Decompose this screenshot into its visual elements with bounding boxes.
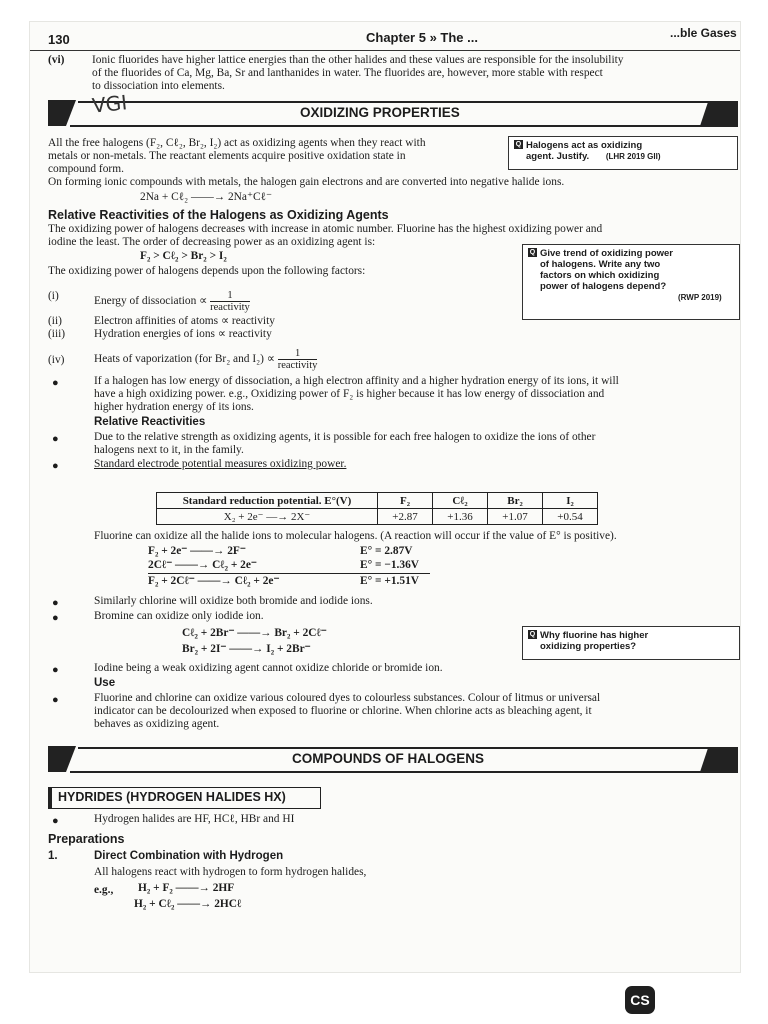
bullet-icon: ● — [52, 377, 59, 389]
paragraph-line: Hydrogen halides are HF, HCℓ, HBr and HI — [94, 813, 295, 825]
subheading: Use — [94, 677, 116, 689]
factor-text: Heats of vaporization (for Br₂ and I₂) ∝ $\frac{1}{\text{reactivity}}$ — [94, 348, 318, 371]
equation-sum-line — [148, 573, 430, 574]
paragraph-line: On forming ionic compounds with metals, the halogen gain electrons and are converted into negative halide ions. — [48, 176, 565, 188]
factor-text: Hydration energies of ions ∝ reactivity — [94, 328, 272, 340]
question-icon: Q — [529, 631, 536, 638]
factor-num: (iv) — [48, 354, 65, 366]
question-icon: Q — [529, 249, 536, 256]
paragraph-line: Fluorine and chlorine can oxidize various coloured dyes to colourless substances. Colour of litmus or universal — [94, 692, 601, 704]
table-header-cell: F₂ — [378, 493, 433, 509]
handwritten-note: VGI — [90, 90, 129, 118]
content-layer — [30, 22, 740, 972]
table-cell: X₂ + 2e⁻ —→ 2X⁻ — [157, 509, 378, 525]
paragraph-line: Due to the relative strength as oxidizing agents, it is possible for each free halogen to oxidize the ions of other — [94, 431, 596, 443]
reaction-equation: Br₂ + 2I⁻ ——→ I₂ + 2Br⁻ — [182, 643, 311, 655]
table-header-cell: I₂ — [543, 493, 598, 509]
chapter-title-tail: ...ble Gases — [670, 26, 737, 40]
table-header-cell: Br₂ — [488, 493, 543, 509]
factor-text: Electron affinities of atoms ∝ reactivity — [94, 315, 275, 327]
paragraph-line: Iodine being a weak oxidizing agent cannot oxidize chloride or bromide ion. — [94, 662, 443, 674]
factor-num: (i) — [48, 290, 59, 302]
paragraph-line: All halogens react with hydrogen to form hydrogen halides, — [94, 866, 367, 878]
paragraph-line: If a halogen has low energy of dissociation, a high electron affinity and a higher hydration energy of its ions, it will — [94, 375, 619, 387]
paragraph-line: metals or non-metals. The reactant elements acquire positive oxidation state in — [48, 150, 406, 162]
chapter-title: Chapter 5 » The ... — [366, 30, 478, 45]
bullet-icon: ● — [52, 433, 59, 445]
paragraph-line: indicator can be decolourized when exposed to fluorine or chlorine. When chlorine acts as bleaching agent, it — [94, 705, 592, 717]
table-cell: +0.54 — [543, 509, 598, 525]
question-box: Q Why fluorine has higher oxidizing properties? — [522, 626, 740, 660]
table-header-cell: Standard reduction potential. E°(V) — [157, 493, 378, 509]
bullet-icon: ● — [52, 460, 59, 472]
item-vi-line: Ionic fluorides have higher lattice energies than the other halides and these values are responsible for the insolubility — [92, 54, 624, 66]
item-vi-line: of the fluorides of Ca, Mg, Ba, Sr and lanthanides in water. The fluorides are, however, more stable with respect — [92, 67, 603, 79]
hydrides-heading-box — [48, 787, 321, 809]
table-cell: +1.36 — [433, 509, 488, 525]
item-vi-label: (vi) — [48, 54, 65, 66]
reaction-equation: F₂ + 2Cℓ⁻ ——→ Cℓ₂ + 2e⁻ — [148, 575, 280, 587]
paragraph-line: halogens next to it, in the family. — [94, 444, 244, 456]
paragraph-line: compound form. — [48, 163, 124, 175]
paragraph-line: behaves as oxidizing agent. — [94, 718, 220, 730]
paragraph-line: The oxidizing power of halogens depends upon the following factors: — [48, 265, 366, 277]
table-row — [157, 493, 598, 509]
reaction-potential: E° = −1.36V — [360, 559, 419, 571]
paragraph-line: The oxidizing power of halogens decreases with increase in atomic number. Fluorine has the highest oxidizing power and — [48, 223, 603, 235]
section-title-compounds: COMPOUNDS OF HALOGENS — [292, 751, 485, 766]
eg-label: e.g., — [94, 884, 114, 896]
page-number: 130 — [48, 32, 70, 47]
bullet-icon: ● — [52, 664, 59, 676]
bullet-icon: ● — [52, 597, 59, 609]
factor-num: (iii) — [48, 328, 66, 340]
question-icon: Q — [515, 141, 522, 148]
item-vi-line: to dissociation into elements. — [92, 80, 225, 92]
scanner-badge: CS — [625, 986, 655, 1014]
section-title-oxidizing: OXIDIZING PROPERTIES — [300, 105, 460, 120]
bullet-icon: ● — [52, 612, 59, 624]
reaction-equation: Cℓ₂ + 2Br⁻ ——→ Br₂ + 2Cℓ⁻ — [182, 627, 327, 639]
reaction-equation: H₂ + F₂ ——→ 2HF — [138, 882, 235, 894]
factor-text: Energy of dissociation ∝ $\frac{1}{\text{reactivity}}$ — [94, 290, 250, 313]
subheading: Relative Reactivities — [94, 416, 206, 428]
table-cell: +1.07 — [488, 509, 543, 525]
paragraph-line: Fluorine can oxidize all the halide ions to molecular halogens. (A reaction will occur if the value of E° is positive). — [94, 530, 617, 542]
question-box: Q Halogens act as oxidizing agent. Justify. (LHR 2019 GII) — [508, 136, 738, 170]
order-line: F₂ > Cℓ₂ > Br₂ > I₂ — [140, 250, 227, 262]
reduction-potential-table — [156, 492, 598, 525]
question-box: Q Give trend of oxidizing power of halogens. Write any two factors on which oxidizing power of halogens depend? (RWP 2019) — [522, 244, 740, 320]
table-cell: +2.87 — [378, 509, 433, 525]
paragraph-line: All the free halogens (F₂, Cℓ₂, Br₂, I₂) act as oxidizing agents when they react with — [48, 137, 426, 149]
factor-num: (ii) — [48, 315, 62, 327]
paragraph-line: higher hydration energy of its ions. — [94, 401, 254, 413]
table-row — [157, 509, 598, 525]
paragraph-line: have a high oxidizing power. e.g., Oxidizing power of F₂ is higher because it has low energy of dissociation and — [94, 388, 605, 400]
reaction-equation: F₂ + 2e⁻ ——→ 2F⁻ — [148, 545, 246, 557]
reaction-potential: E° = +1.51V — [360, 575, 419, 587]
bullet-icon: ● — [52, 815, 59, 827]
reaction-equation: 2Cℓ⁻ ——→ Cℓ₂ + 2e⁻ — [148, 559, 257, 571]
paragraph-line: Standard electrode potential measures oxidizing power. — [94, 458, 347, 470]
hydrides-title: HYDRIDES (HYDROGEN HALIDES HX) — [58, 790, 286, 804]
paragraph-line: Bromine can oxidize only iodide ion. — [94, 610, 264, 622]
paragraph-line: Similarly chlorine will oxidize both bromide and iodide ions. — [94, 595, 373, 607]
bullet-icon: ● — [52, 694, 59, 706]
reaction-equation: H₂ + Cℓ₂ ——→ 2HCℓ — [134, 898, 242, 910]
subsection-title: Preparations — [48, 832, 125, 846]
equation: 2Na + Cℓ₂ ——→ 2Na⁺Cℓ⁻ — [140, 191, 273, 203]
paragraph-line: iodine the least. The order of decreasing power as an oxidizing agent is: — [48, 236, 376, 248]
table-header-cell: Cℓ₂ — [433, 493, 488, 509]
list-number: 1. — [48, 850, 58, 862]
subsection-title: Relative Reactivities of the Halogens as Oxidizing Agents — [48, 208, 389, 222]
subheading: Direct Combination with Hydrogen — [94, 850, 284, 862]
reaction-potential: E° = 2.87V — [360, 545, 413, 557]
